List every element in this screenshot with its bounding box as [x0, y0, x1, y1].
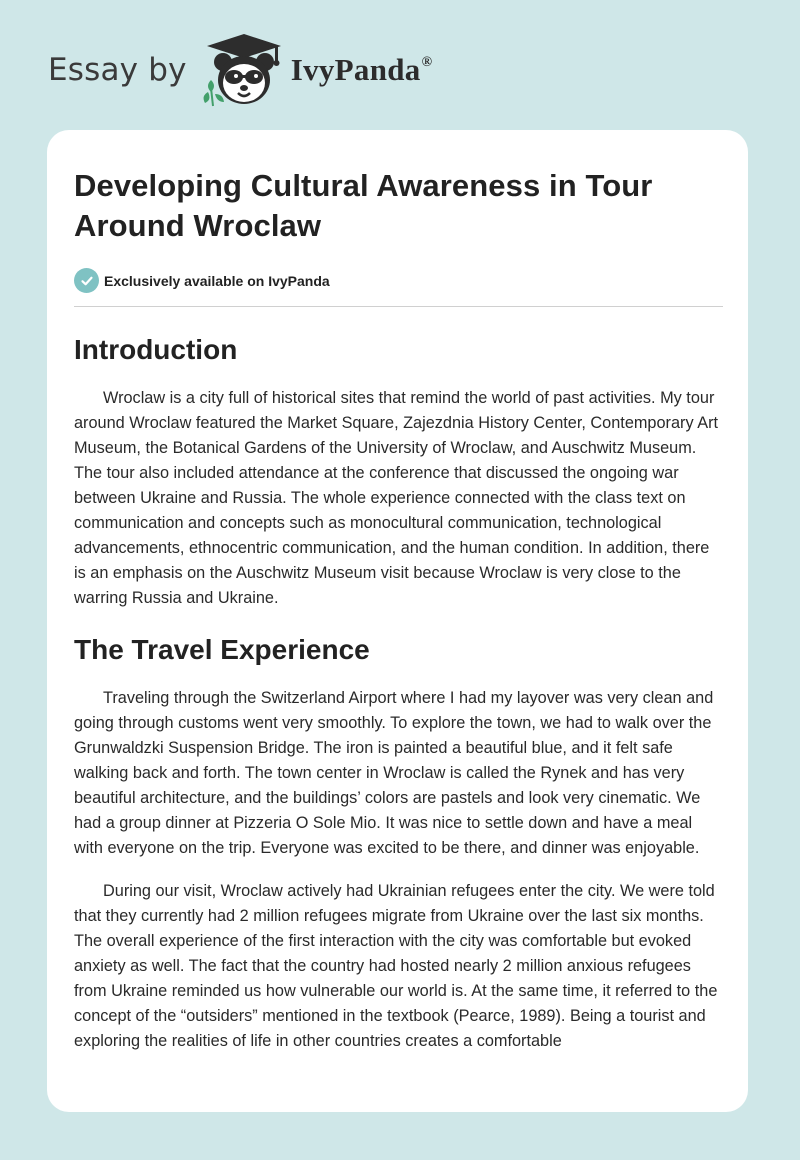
- divider: [74, 306, 723, 307]
- section-heading-introduction: Introduction: [74, 334, 238, 365]
- section-heading-travel-experience: The Travel Experience: [74, 634, 370, 665]
- check-icon: [74, 268, 99, 293]
- exclusive-label: Exclusively available on IvyPanda: [104, 272, 330, 289]
- ivypanda-logo-icon: [201, 30, 287, 110]
- registered-mark: ®: [421, 55, 433, 70]
- paragraph: During our visit, Wroclaw actively had Ukrainian refugees enter the city. We were told that they currently had 2 million refugees migrate from Ukraine over the last six months. The overall experience of the first interaction with the city was comfortable but evoked anxiety as well. The fact that the country had hosted nearly 2 million anxious refugees from Ukraine reminded us how vulnerable our world is. At the same time, it referred to the concept of the “outsiders” mentioned in the textbook (Pearce, 1989). Being a tourist and exploring the realities of life in other countries creates a comfortable: [74, 882, 718, 1050]
- site-header: [48, 30, 432, 110]
- paragraph: Traveling through the Switzerland Airport where I had my layover was very clean and going through customs went very smoothly. To explore the town, we had to walk over the Grunwaldzki Suspension Bridge. The iron is painted a beautiful blue, and it felt safe walking back and forth. The town center in Wroclaw is called the Rynek and has very beautiful architecture, and the buildings’ colors are pastels and look very cinematic. We had a group dinner at Pizzeria O Sole Mio. It was nice to settle down and have a meal with everyone on the trip. Everyone was excited to be there, and dinner was enjoyable.: [74, 689, 714, 857]
- essay-content: [74, 166, 723, 1054]
- brand-name[interactable]: IvyPanda®: [290, 52, 433, 87]
- essay-by-label: Essay by: [48, 52, 187, 88]
- exclusive-badge: [74, 268, 723, 293]
- essay-card: [47, 130, 748, 1112]
- paragraph: Wroclaw is a city full of historical sites that remind the world of past activities. My tour around Wroclaw featured the Market Square, Zajezdnia History Center, Contemporary Art Museum, the Botanical Gardens of the University of Wroclaw, and Auschwitz Museum. The tour also included attendance at the conference that discussed the ongoing war between Ukraine and Russia. The whole experience connected with the class text on communication and concepts such as monocultural communication, technological advancements, ethnocentric communication, and the human condition. In addition, there is an emphasis on the Auschwitz Museum visit because Wroclaw is very close to the warring Russia and Ukraine.: [74, 389, 719, 607]
- essay-title: Developing Cultural Awareness in Tour Around Wroclaw: [74, 168, 653, 243]
